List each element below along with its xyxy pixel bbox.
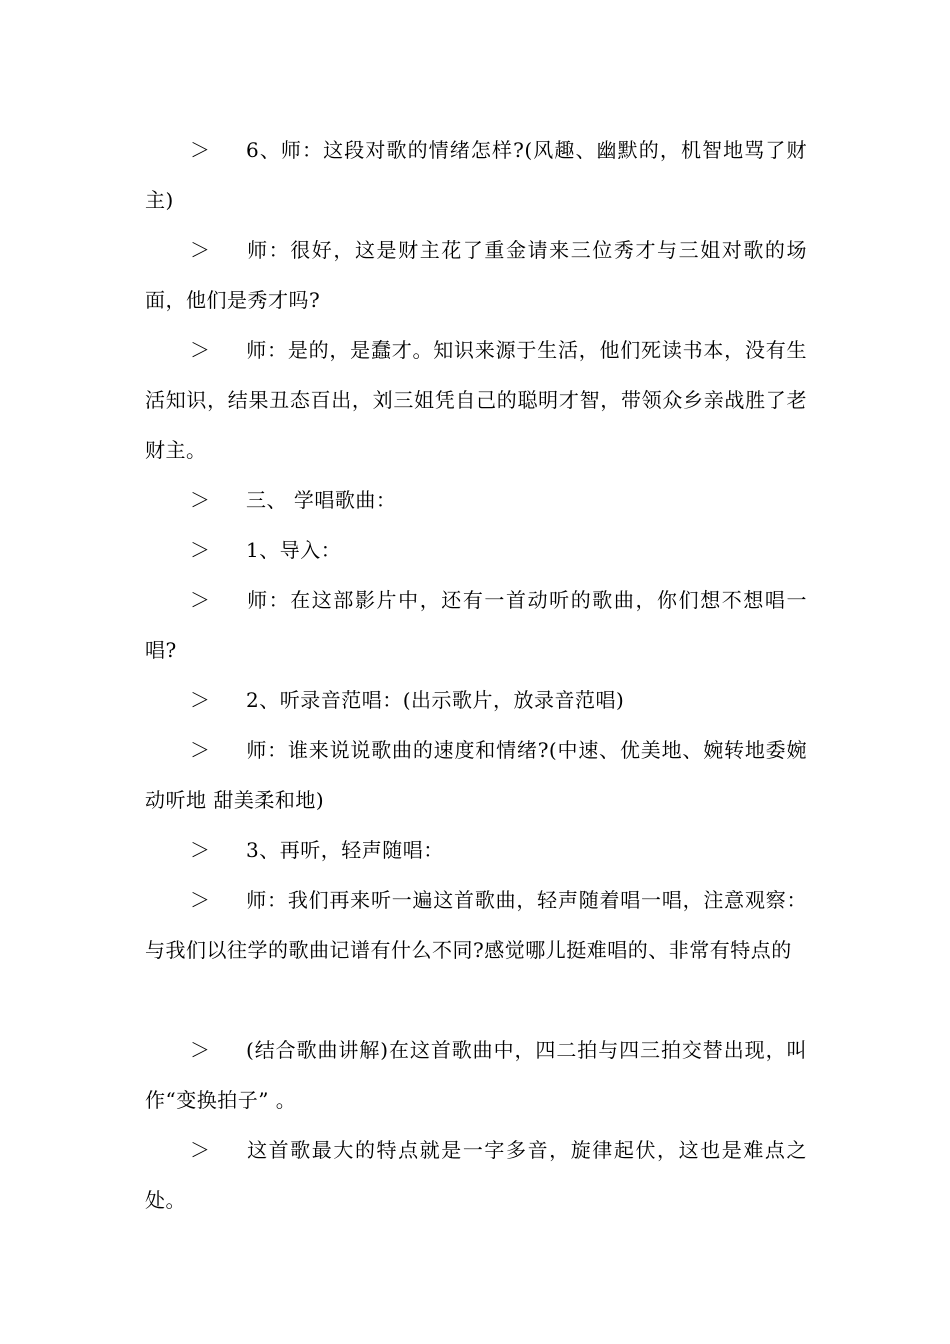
paragraph (145, 875, 807, 975)
bullet-arrow-icon: ＞ (190, 888, 211, 912)
bullet-arrow-icon: ＞ (190, 588, 211, 612)
bullet-arrow-icon: ＞ (190, 1038, 211, 1062)
paragraph (145, 125, 807, 225)
paragraph-text: 这首歌最大的特点就是一字多音，旋律起伏，这也是难点之处。 (145, 1138, 807, 1212)
paragraph-text: 1、导入： (246, 538, 342, 562)
paragraph-text: 三、 学唱歌曲： (246, 488, 397, 512)
paragraph (145, 1125, 807, 1225)
paragraph-text: (结合歌曲讲解)在这首歌曲中，四二拍与四三拍交替出现，叫作“变换拍子” 。 (145, 1038, 807, 1112)
bullet-arrow-icon: ＞ (190, 488, 211, 512)
paragraph (145, 675, 807, 725)
paragraph (145, 225, 807, 325)
paragraph (145, 325, 807, 475)
paragraph-text: 2、听录音范唱：(出示歌片，放录音范唱) (246, 688, 625, 712)
bullet-arrow-icon: ＞ (190, 238, 211, 262)
paragraph (145, 725, 807, 825)
paragraph-text: 师：我们再来听一遍这首歌曲，轻声随着唱一唱，注意观察：与我们以往学的歌曲记谱有什么不同?感觉哪儿挺难唱的、非常有特点的 (145, 888, 807, 962)
paragraph-text: 师：很好，这是财主花了重金请来三位秀才与三姐对歌的场面，他们是秀才吗? (145, 238, 807, 312)
bullet-arrow-icon: ＞ (190, 338, 211, 362)
bullet-arrow-icon: ＞ (190, 1138, 211, 1162)
paragraph (145, 825, 807, 875)
paragraph-text: 师：在这部影片中，还有一首动听的歌曲，你们想不想唱一唱? (145, 588, 807, 662)
bullet-arrow-icon: ＞ (190, 538, 211, 562)
paragraph (145, 575, 807, 675)
paragraph-text: 3、再听，轻声随唱： (246, 838, 444, 862)
paragraph (145, 1025, 807, 1125)
bullet-arrow-icon: ＞ (190, 738, 211, 762)
paragraph (145, 525, 807, 575)
paragraph (145, 475, 807, 525)
bullet-arrow-icon: ＞ (190, 688, 211, 712)
paragraph-text: 师：是的，是蠢才。知识来源于生活，他们死读书本，没有生活知识，结果丑态百出，刘三姐凭自己的聪明才智，带领众乡亲战胜了老财主。 (145, 338, 807, 462)
bullet-arrow-icon: ＞ (190, 138, 211, 162)
paragraph-text: 师：谁来说说歌曲的速度和情绪?(中速、优美地、婉转地委婉动听地 甜美柔和地) (145, 738, 807, 812)
bullet-arrow-icon: ＞ (190, 838, 211, 862)
paragraph-text: 6、师：这段对歌的情绪怎样?(风趣、幽默的，机智地骂了财主) (145, 138, 807, 212)
